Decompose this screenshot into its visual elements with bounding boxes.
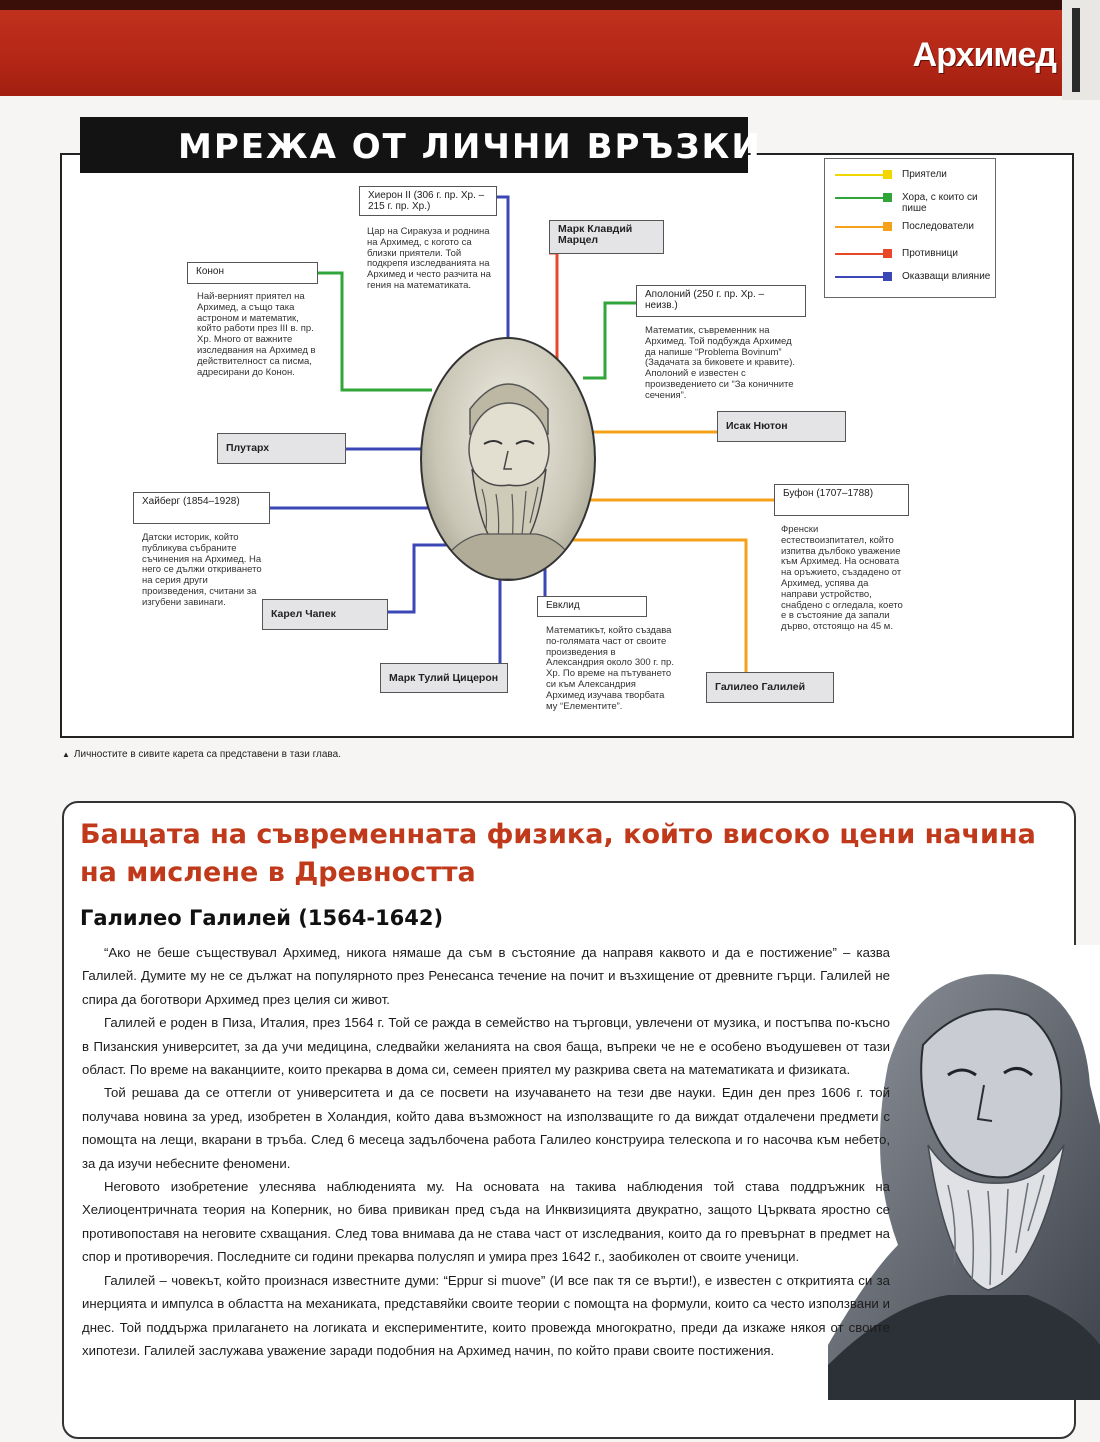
person-apollonius: Аполоний (250 г. пр. Хр. – неизв.): [636, 285, 806, 317]
caption-text: Личностите в сивите карета са представени в тази глава.: [73, 749, 341, 760]
legend-swatch: [883, 222, 892, 231]
legend: [824, 158, 996, 298]
person-euclid: Евклид: [537, 596, 647, 617]
legend-swatch: [883, 193, 892, 202]
archimedes-portrait: [420, 337, 596, 581]
person-marcellus: Марк Клавдий Марцел: [549, 220, 664, 254]
caption-arrow-icon: ▲: [62, 750, 70, 759]
article-paragraph: Галилей – човекът, който произнася известните думи: “Eppur si muove” (И все пак тя се върти!), е известен с откритията си за инерцията и импулса в областта на механиката, представяйки своите теории с помощта на формули, които са често използвани и днес. Той поддържа прилагането на логиката и експериментите, които провежда многократно, преди да изкаже някоя от своите хипотези. Галилей заслужава уважение заради подобния на Архимед начин, по който прави своите постижения.: [82, 1272, 890, 1358]
article-paragraph: Той решава да се оттегли от университета и да се посвети на изучаването на тези две науки. Един ден през 1606 г. той получава новина за уред, изобретен в Холандия, който дава възможност на използващите го да виждат отдалечени предмети с помощта на лещи, вкарани в тръба. След 6 месеца задълбочена работа Галилео конструира телескопа и го насочва към небето, за да изучи небесните феномени.: [82, 1085, 890, 1171]
article-paragraph: Галилей е роден в Пиза, Италия, през 1564 г. Той се ражда в семейство на търговци, увлечени от музика, и постъпва по-късно в Пизанския университет, за да учи медицина, следвайки желанията на своя баща, въпреки че не е особено въодушевен от тази област. По време на ваканциите, които прекарва в дома си, семеен приятел му разкрива света на математиката и физиката.: [82, 1015, 890, 1078]
legend-label: Последователи: [902, 221, 974, 232]
person-cicero: Марк Тулий Цицерон: [380, 663, 508, 693]
person-buffon: Буфон (1707–1788): [774, 484, 909, 516]
article-body: [82, 941, 890, 1362]
legend-item: [825, 169, 995, 191]
article-title: Бащата на съвременната физика, който високо цени начина на мислене в Древността: [80, 819, 1036, 888]
network-title: МРЕЖА ОТ ЛИЧНИ ВРЪЗКИ: [178, 127, 762, 167]
person-galileo: Галилео Галилей: [706, 672, 834, 703]
legend-swatch: [883, 170, 892, 179]
person-heiberg: Хайберг (1854–1928): [133, 492, 270, 524]
desc-hieron: Цар на Сиракуза и роднина на Архимед, с когото са близки приятели. Той подкрепя изследванията на Архимед и често разчита на гения на математиката.: [367, 226, 491, 291]
person-plutarch: Плутарх: [217, 433, 346, 464]
chapter-title: Архимед: [912, 36, 1056, 74]
person-capek: Карел Чапек: [262, 599, 388, 630]
legend-swatch: [883, 272, 892, 281]
legend-label: Противници: [902, 248, 958, 259]
article-paragraph: Неговото изобретение улеснява наблюденията му. На основата на такива наблюдения той става поддръжник на Хелиоцентричната теория на Коперник, но бива привикан пред съда на Инквизицията двукратно, защото Църквата яростно се противопоставя на неговите схващания. След това внимава да не става част от изследвания, които да го превърнат в предмет на спор и противоречия. Последните си години прекарва полусляп и умира през 1642 г., заобиколен от своите ученици.: [82, 1179, 890, 1265]
legend-label: Приятели: [902, 169, 947, 180]
person-hieron: Хиерон II (306 г. пр. Хр. – 215 г. пр. Хр.): [359, 186, 497, 216]
article-subtitle: Галилео Галилей (1564-1642): [80, 906, 444, 930]
legend-swatch: [883, 249, 892, 258]
desc-apollonius: Математик, съвременник на Архимед. Той подбужда Архимед да напише “Problema Bovinum” (Задачата за биковете и кравите). Аполоний е известен с произведението си “За коничните сечения”.: [645, 325, 795, 401]
legend-item: [825, 271, 995, 293]
network-caption: [62, 749, 341, 760]
legend-label: Хора, с които си пише: [902, 192, 978, 214]
desc-euclid: Математикът, който създава по-голямата част от своите произведения в Александрия около 300 г. пр. Хр. По време на пътуването си към Александрия Архимед изучава творбата му “Елементите”.: [546, 625, 674, 712]
legend-item: [825, 221, 995, 243]
desc-konon: Най-верният приятел на Архимед, а също така астроном и математик, който работи през III в. пр. Хр. Много от важните изследвания на Архимед в действителност са писма, адресирани до Конон.: [197, 291, 316, 378]
desc-buffon: Френски естествоизпитател, който изпитва дълбоко уважение към Архимед. На основата на оръжието, създадено от Архимед, успява да направи устройство, снабдено с огледала, което е в състояние да запали дърво, отстоящо на 45 м.: [781, 524, 903, 633]
article-paragraph: “Ако не беше съществувал Архимед, никога нямаше да съм в състояние да направя каквото и да е постижение” – казва Галилей. Думите му не се дължат на популярното през Ренесанса течение на почит и възхищение от древните гърци. Галилей не спира да боготвори Архимед през целия си живот.: [82, 945, 890, 1007]
legend-item: [825, 248, 995, 270]
legend-item: [825, 192, 995, 214]
person-newton: Исак Нютон: [717, 411, 846, 442]
legend-label: Оказващи влияние: [902, 271, 991, 282]
person-konon: Конон: [187, 262, 318, 284]
desc-heiberg: Датски историк, който публикува събраните съчинения на Архимед. На него се дължи откриването на серия други произведения, считани за изгубени завинаги.: [142, 532, 262, 608]
